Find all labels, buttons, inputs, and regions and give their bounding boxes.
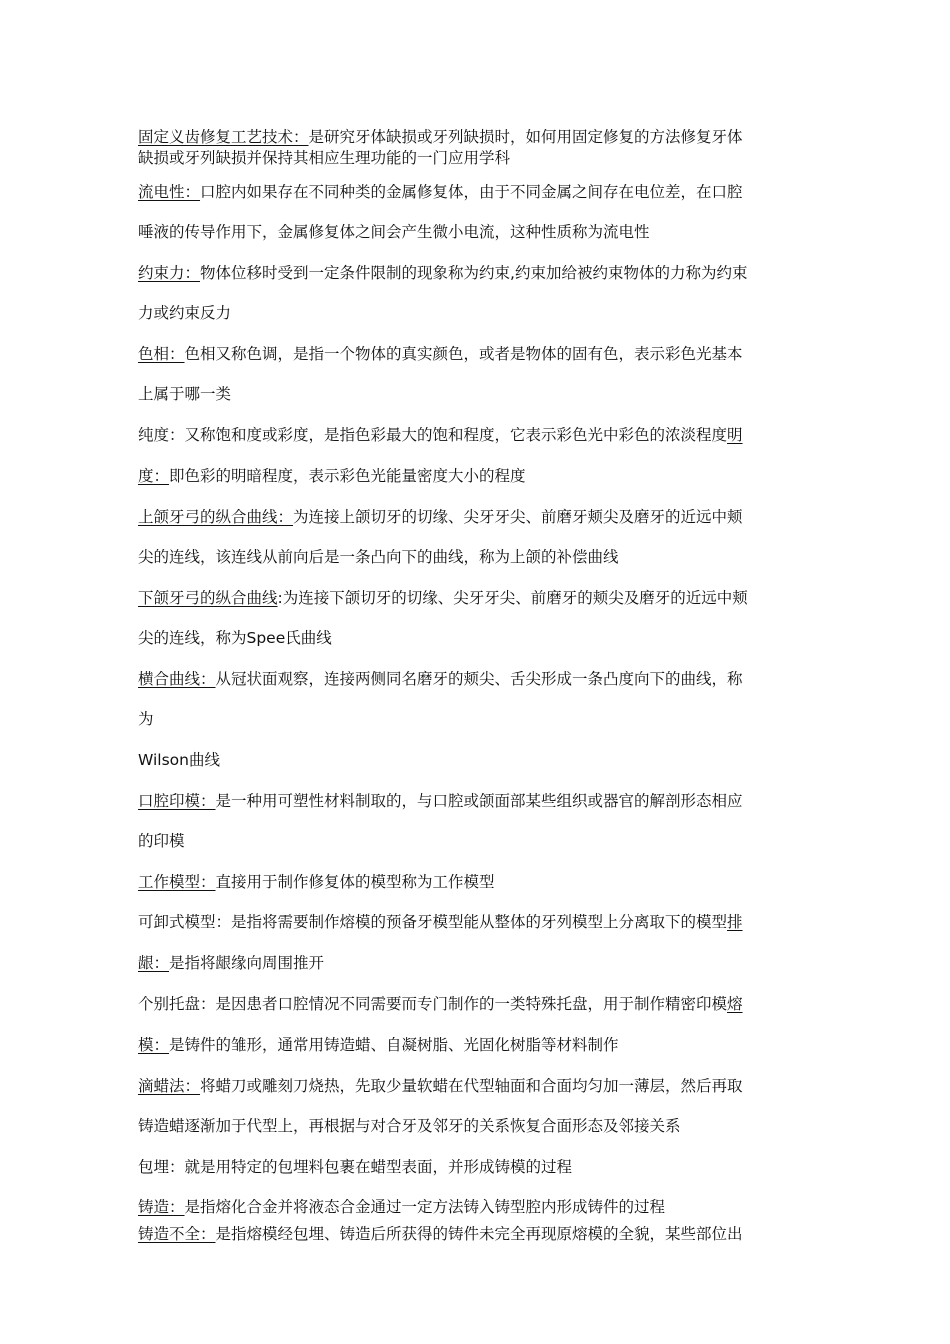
text-line (138, 303, 828, 323)
text-line (138, 872, 828, 892)
definition-text: 为 (138, 710, 154, 728)
text-line (138, 127, 828, 147)
definition-text: 的印模 (138, 832, 185, 850)
term: 流电性： (138, 183, 201, 201)
definition-text: 色相又称色调，是指一个物体的真实颜色，或者是物体的固有色，表示彩色光基本 (184, 345, 743, 363)
term: 度： (138, 467, 170, 485)
definition-text: 将蜡刀或雕刻刀烧热，先取少量软蜡在代型轴面和合面均匀加一薄层，然后再取 (200, 1077, 743, 1095)
text-line (138, 344, 828, 364)
text-line (138, 831, 828, 851)
text-line (138, 628, 828, 648)
definition-text: 即色彩的明暗程度，表示彩色光能量密度大小的程度 (169, 467, 526, 485)
definition-text: 从冠状面观察，连接两侧同名磨牙的颊尖、舌尖形成一条凸度向下的曲线，称 (215, 670, 743, 688)
definition-text: Wilson曲线 (138, 751, 220, 769)
term: 下颌牙弓的纵合曲线 (138, 589, 278, 607)
text-line (138, 1076, 828, 1096)
definition-text: 是研究牙体缺损或牙列缺损时，如何用固定修复的方法修复牙体 (308, 128, 743, 146)
definition-text: 尖的连线，称为Spee氏曲线 (138, 629, 332, 647)
term: 明 (727, 426, 743, 444)
definition-text: 物体位移时受到一定条件限制的现象称为约束,约束加给被约束物体的力称为约束 (200, 264, 748, 282)
term: 横合曲线： (138, 670, 216, 688)
definition-text: :为连接下颌切牙的切缘、尖牙牙尖、前磨牙的颊尖及磨牙的近远中颊 (277, 589, 748, 607)
term: 龈： (138, 954, 170, 972)
term: 约束力： (138, 264, 201, 282)
text-line (138, 148, 828, 168)
definition-text: 是铸件的雏形，通常用铸造蜡、自凝树脂、光固化树脂等材料制作 (169, 1036, 619, 1054)
definition-text: 直接用于制作修复体的模型称为工作模型 (215, 873, 495, 891)
text-line (138, 750, 828, 770)
text-line (138, 588, 828, 608)
text-line (138, 709, 828, 729)
term: 模： (138, 1036, 170, 1054)
definition-text: 铸造蜡逐渐加于代型上，再根据与对合牙及邻牙的关系恢复合面形态及邻接关系 (138, 1117, 681, 1135)
term: 口腔印模： (138, 792, 216, 810)
definition-text: 上属于哪一类 (138, 385, 232, 403)
definition-text: 是指将龈缘向周围推开 (169, 954, 325, 972)
definition-text: 口腔内如果存在不同种类的金属修复体，由于不同金属之间存在电位差，在口腔 (200, 183, 743, 201)
definition-text: 唾液的传导作用下，金属修复体之间会产生微小电流，这种性质称为流电性 (138, 223, 650, 241)
text-line (138, 791, 828, 811)
text-line (138, 547, 828, 567)
text-line (138, 263, 828, 283)
definition-text: 尖的连线，该连线从前向后是一条凸向下的曲线，称为上颌的补偿曲线 (138, 548, 619, 566)
text-line (138, 994, 828, 1014)
term: 排 (727, 913, 743, 931)
term: 熔 (727, 995, 743, 1013)
text-line (138, 1035, 828, 1055)
term: 色相： (138, 345, 185, 363)
definition-text: 可卸式模型：是指将需要制作熔模的预备牙模型能从整体的牙列模型上分离取下的模型 (138, 913, 728, 931)
term: 工作模型： (138, 873, 216, 891)
text-line (138, 669, 828, 689)
text-line (138, 1224, 828, 1244)
text-line (138, 1197, 828, 1217)
text-line (138, 953, 828, 973)
term: 铸造： (138, 1198, 185, 1216)
definition-text: 为连接上颌切牙的切缘、尖牙牙尖、前磨牙颊尖及磨牙的近远中颊 (293, 508, 743, 526)
definition-text: 是指熔化合金并将液态合金通过一定方法铸入铸型腔内形成铸件的过程 (184, 1198, 666, 1216)
term: 固定义齿修复工艺技术： (138, 128, 309, 146)
text-line (138, 1157, 828, 1177)
term: 上颌牙弓的纵合曲线： (138, 508, 294, 526)
definition-text: 包埋：就是用特定的包埋料包裹在蜡型表面，并形成铸模的过程 (138, 1158, 573, 1176)
text-line (138, 507, 828, 527)
term: 滴蜡法： (138, 1077, 201, 1095)
definition-text: 缺损或牙列缺损并保持其相应生理功能的一门应用学科 (138, 149, 511, 167)
definition-text: 个别托盘：是因患者口腔情况不同需要而专门制作的一类特殊托盘，用于制作精密印模 (138, 995, 728, 1013)
text-line (138, 912, 828, 932)
definition-text: 力或约束反力 (138, 304, 232, 322)
text-line (138, 1116, 828, 1136)
text-line (138, 384, 828, 404)
text-line (138, 466, 828, 486)
text-line (138, 425, 828, 445)
definition-text: 是一种用可塑性材料制取的，与口腔或颌面部某些组织或器官的解剖形态相应 (215, 792, 743, 810)
text-line (138, 222, 828, 242)
definition-text: 是指熔模经包埋、铸造后所获得的铸件未完全再现原熔模的全貌，某些部位出 (215, 1225, 743, 1243)
definition-text: 纯度：又称饱和度或彩度，是指色彩最大的饱和程度，它表示彩色光中彩色的浓淡程度 (138, 426, 728, 444)
text-line (138, 182, 828, 202)
term: 铸造不全： (138, 1225, 216, 1243)
